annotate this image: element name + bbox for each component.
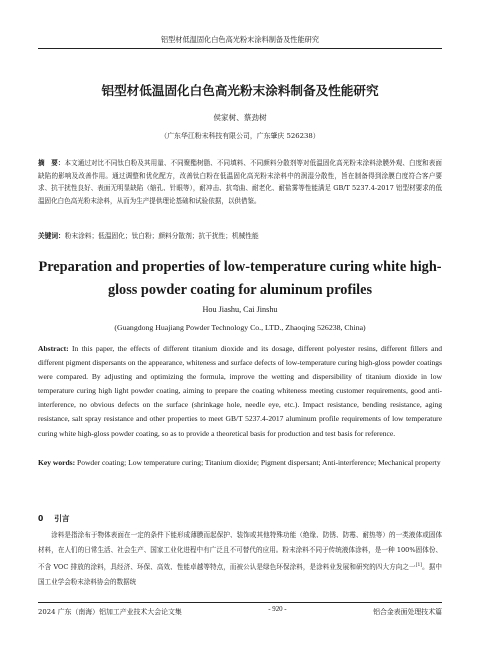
cn-authors: 侯家树、蔡劲树 [213,113,267,122]
citation-ref: [1] [415,563,423,568]
cn-abstract [38,157,442,207]
section-heading [38,513,80,524]
cn-keywords-label: 关键词： [38,232,65,240]
cn-keywords [38,230,442,240]
footer-right: 铝合金表面处理技术篇 [373,608,442,616]
section-title: 引言 [54,514,70,523]
en-keywords-label: Key words: [38,458,76,467]
cn-affiliation: （广东华江粉末科技有限公司，广东肇庆 526238） [160,132,320,140]
en-affiliation: (Guangdong Huajiang Powder Technology Co., LTD., Zhaoqing 526238, China) [114,323,366,332]
en-keywords [38,456,442,470]
en-keywords-text: Powder coating; Low temperature curing; Titanium dioxide; Pigment dispersant; Anti-interference; Mechanical property [77,458,441,467]
footer-left: 2024 广东（南海）铝加工产业技术大会论文集 [38,608,182,616]
cn-title: 铝型材低温固化白色高光粉末涂料制备及性能研究 [101,83,379,98]
cn-abstract-label: 摘 要： [38,159,65,167]
page-number: - 920 - [268,606,287,613]
en-title: Preparation and properties of low-temperature curing white high-gloss powder coating for aluminum profiles [38,259,442,298]
running-header: 铝型材低温固化白色高光粉末涂料制备及性能研究 [38,35,442,49]
page-footer [38,602,442,616]
intro-text-1: 涂料是指涂布于物体表面在一定的条件下能形成薄膜而起保护、装饰或其他特殊功能（绝缘、防锈、防霉、耐热等）的一类液体或固体材料，在人们的日常生活、社会生产、国家工业化进程中有广泛且不可替代的应用。粉末涂料不同于传统液体涂料，是一种 100%固体份、不含 VOC 排放的涂料，具经济、环保、高效、性能卓越等特点，而被公认是绿色环保涂料，是涂料业发展和研究的四大方向之一 [38,531,442,572]
en-abstract [38,342,442,441]
cn-abstract-text: 本文通过对比不同钛白粉及其用量、不同聚酯树脂、不同填料、不同颜料分散剂等对低温固化高光粉末涂料涂膜外观、白度和表面缺陷的影响及改善作用。通过调整和优化配方，改善钛白粉在低温固化高光粉末涂料中的润湿分散性，旨在制备得到涂膜白度符合客户要求、抗干扰性良好、表面无明显缺陷（缩孔、针眼等），耐冲击、抗弯曲、耐老化、耐盐雾等性能满足 GB/T 5237.4-2017 铝型材要求的低温固化白色高光粉末涂料，从而为生产提供理论基础和试验依据，以供借鉴。 [38,159,442,205]
section-number: 0 [38,514,44,523]
intro-paragraph [38,528,442,590]
cn-keywords-text: 粉末涂料；低温固化；钛白粉；颜料分散剂；抗干扰性；机械性能 [64,232,259,240]
intro-text-2: 。据中国工业学会粉末涂料协会的数据统 [38,563,442,587]
en-authors: Hou Jiashu, Cai Jinshu [202,305,278,314]
en-abstract-text: In this paper, the effects of different titanium dioxide and its dosage, different polyester resins, different fillers and different pigment dispersants on the appearance, whiteness and surface defects of low-temperature curing high-gloss powder coatings were compared. By adjusting and optimizing the formula, improve the wetting and dispersibility of titanium dioxide in low temperature curing high light powder coating, aiming to prepare the coating whiteness meeting customer requirements, good anti-interference, no obvious defects on the surface (shrinkage hole, needle eye, etc.). Impact resistance, bending resistance, aging resistance, salt spray resistance and other properties to meet GB/T 5237.4-2017 aluminum profile requirements of low temperature curing white high-gloss powder coating, so as to provide a theoretical basis for production and test basis for reference. [38,344,443,438]
en-abstract-label: Abstract: [38,344,69,353]
